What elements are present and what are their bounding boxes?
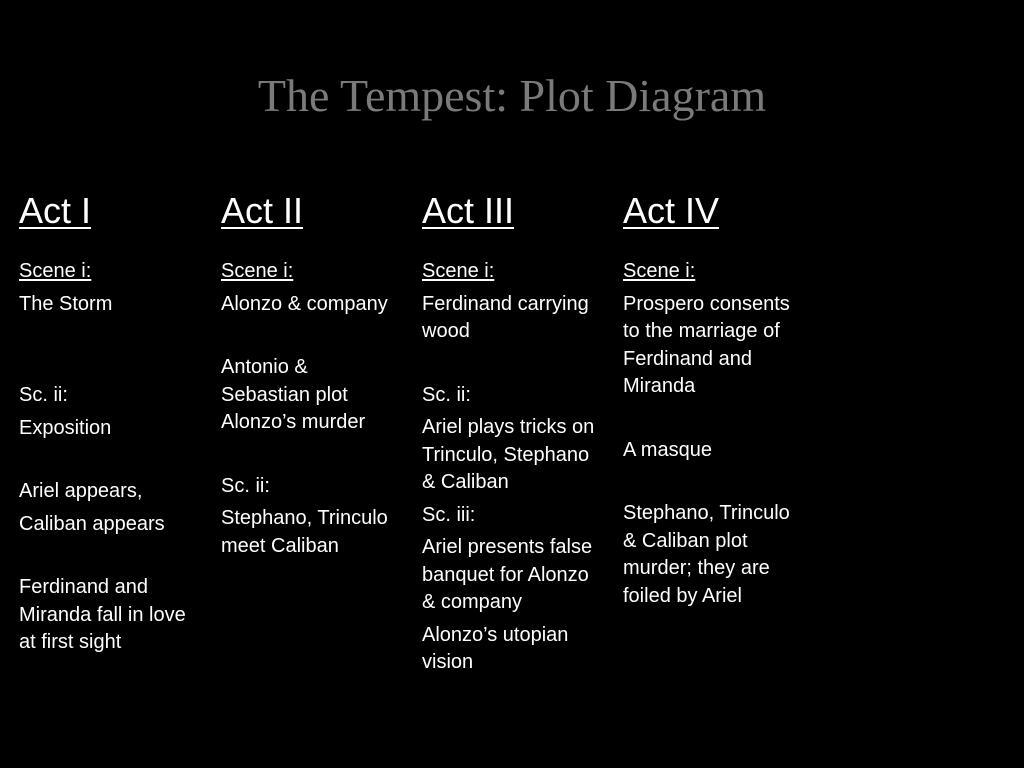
act-heading: Act IV	[623, 190, 720, 231]
scene-label: Sc. ii:	[422, 383, 471, 406]
scene-label: Scene i:	[422, 260, 495, 282]
plot-point: Antonio & Sebastian plot Alonzo’s murder	[221, 356, 366, 433]
act-column-3	[422, 190, 602, 677]
slide-title: The Tempest: Plot Diagram	[257, 70, 767, 121]
plot-point: Ferdinand carrying wood	[422, 292, 589, 342]
plot-point: Stephano, Trinculo & Caliban plot murder; they are foiled by Ariel	[623, 502, 790, 607]
scene-label: Scene i:	[19, 260, 92, 282]
plot-point: Alonzo & company	[221, 292, 388, 315]
plot-point: The Storm	[19, 292, 113, 315]
plot-point: Stephano, Trinculo meet Caliban	[221, 507, 388, 557]
plot-point: Ariel plays tricks on Trinculo, Stephano & Caliban	[422, 416, 595, 493]
act-column-1	[19, 190, 199, 657]
act-heading: Act II	[221, 190, 304, 231]
scene-label: Scene i:	[221, 260, 294, 282]
plot-point: Caliban appears	[19, 512, 165, 535]
plot-point: Ariel appears,	[19, 480, 143, 502]
plot-point: Ferdinand and Miranda fall in love at first sight	[19, 576, 186, 653]
act-heading: Act III	[422, 190, 515, 231]
plot-point: Ariel presents false banquet for Alonzo & company	[422, 536, 593, 613]
scene-label: Sc. iii:	[422, 503, 476, 526]
plot-point: Alonzo’s utopian vision	[422, 623, 569, 673]
plot-point: Exposition	[19, 416, 112, 439]
plot-point: Prospero consents to the marriage of Ferdinand and Miranda	[623, 292, 790, 397]
scene-label: Sc. ii:	[221, 474, 270, 497]
scene-label: Sc. ii:	[19, 384, 68, 406]
act-column-2	[221, 190, 401, 560]
act-heading: Act I	[19, 190, 92, 231]
act-column-4	[623, 190, 803, 610]
scene-label: Scene i:	[623, 260, 696, 282]
plot-point: A masque	[623, 438, 712, 461]
